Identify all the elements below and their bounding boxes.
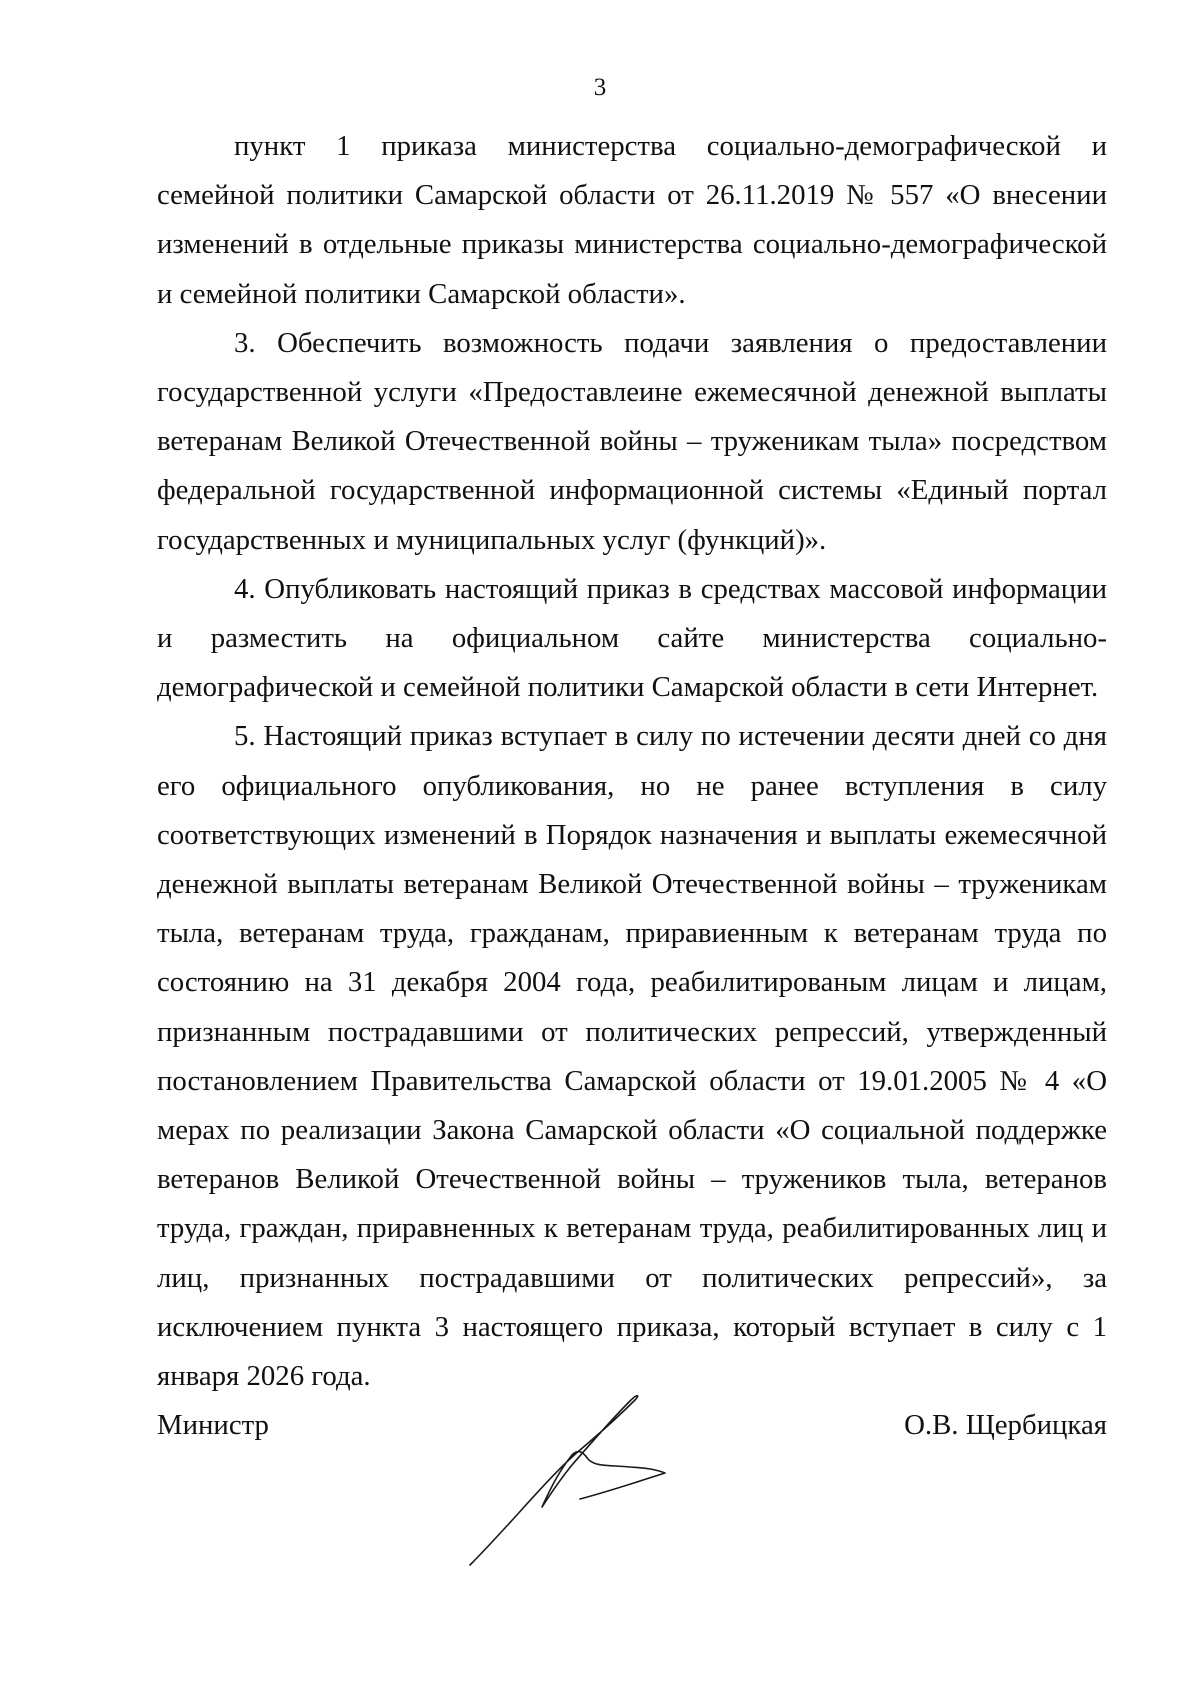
paragraph-item-3: 3. Обеспечить возможность подачи заявления о предоставлении государственной услуги «Предоставлеине ежемесячной денежной выплаты ветеранам Великой Отечественной войны – труженикам тыла» посредством федеральной государственной информационной системы «Единый портал государственных и муниципальных услуг (функций)». (157, 326, 1107, 556)
document-body (157, 122, 1107, 1401)
paragraph-item-1-continuation: пункт 1 приказа министерства социально-демографической и семейной политики Самарской области от 26.11.2019 № 557 «О внесении изменений в отдельные приказы министерства социально-демографической и семейной политики Самарской области». (157, 130, 1107, 310)
signer-name: О.В. Щербицкая (904, 1409, 1107, 1441)
page-number: 3 (593, 74, 607, 101)
handwritten-signature (460, 1395, 710, 1575)
position-title: Министр (157, 1409, 269, 1441)
paragraph-item-4: 4. Опубликовать настоящий приказ в средствах массовой информации и разместить на официальном сайте министерства социально-демографической и семейной политики Самарской области в сети Интернет. (157, 572, 1107, 704)
paragraph-item-5: 5. Настоящий приказ вступает в силу по истечении десяти дней со дня его официального опубликования, но не ранее вступления в силу соответствующих изменений в Порядок назначения и выплаты ежемесячной денежной выплаты ветеранам Великой Отечественной войны – труженикам тыла, ветеранам труда, гражданам, приравиенным к ветеранам труда по состоянию на 31 декабря 2004 года, реабилитированым лицам и лицам, признанным пострадавшими от политических репрессий, утвержденный постановлением Правительства Самарской области от 19.01.2005 № 4 «О мерах по реализации Закона Самарской области «О социальной поддержке ветеранов Великой Отечественной войны – тружеников тыла, ветеранов труда, граждан, приравненных к ветеранам труда, реабилитированных лиц и лиц, признанных пострадавшими от политических репрессий», за исключением пункта 3 настоящего приказа, который вступает в силу с 1 января 2026 года. (157, 720, 1107, 1393)
